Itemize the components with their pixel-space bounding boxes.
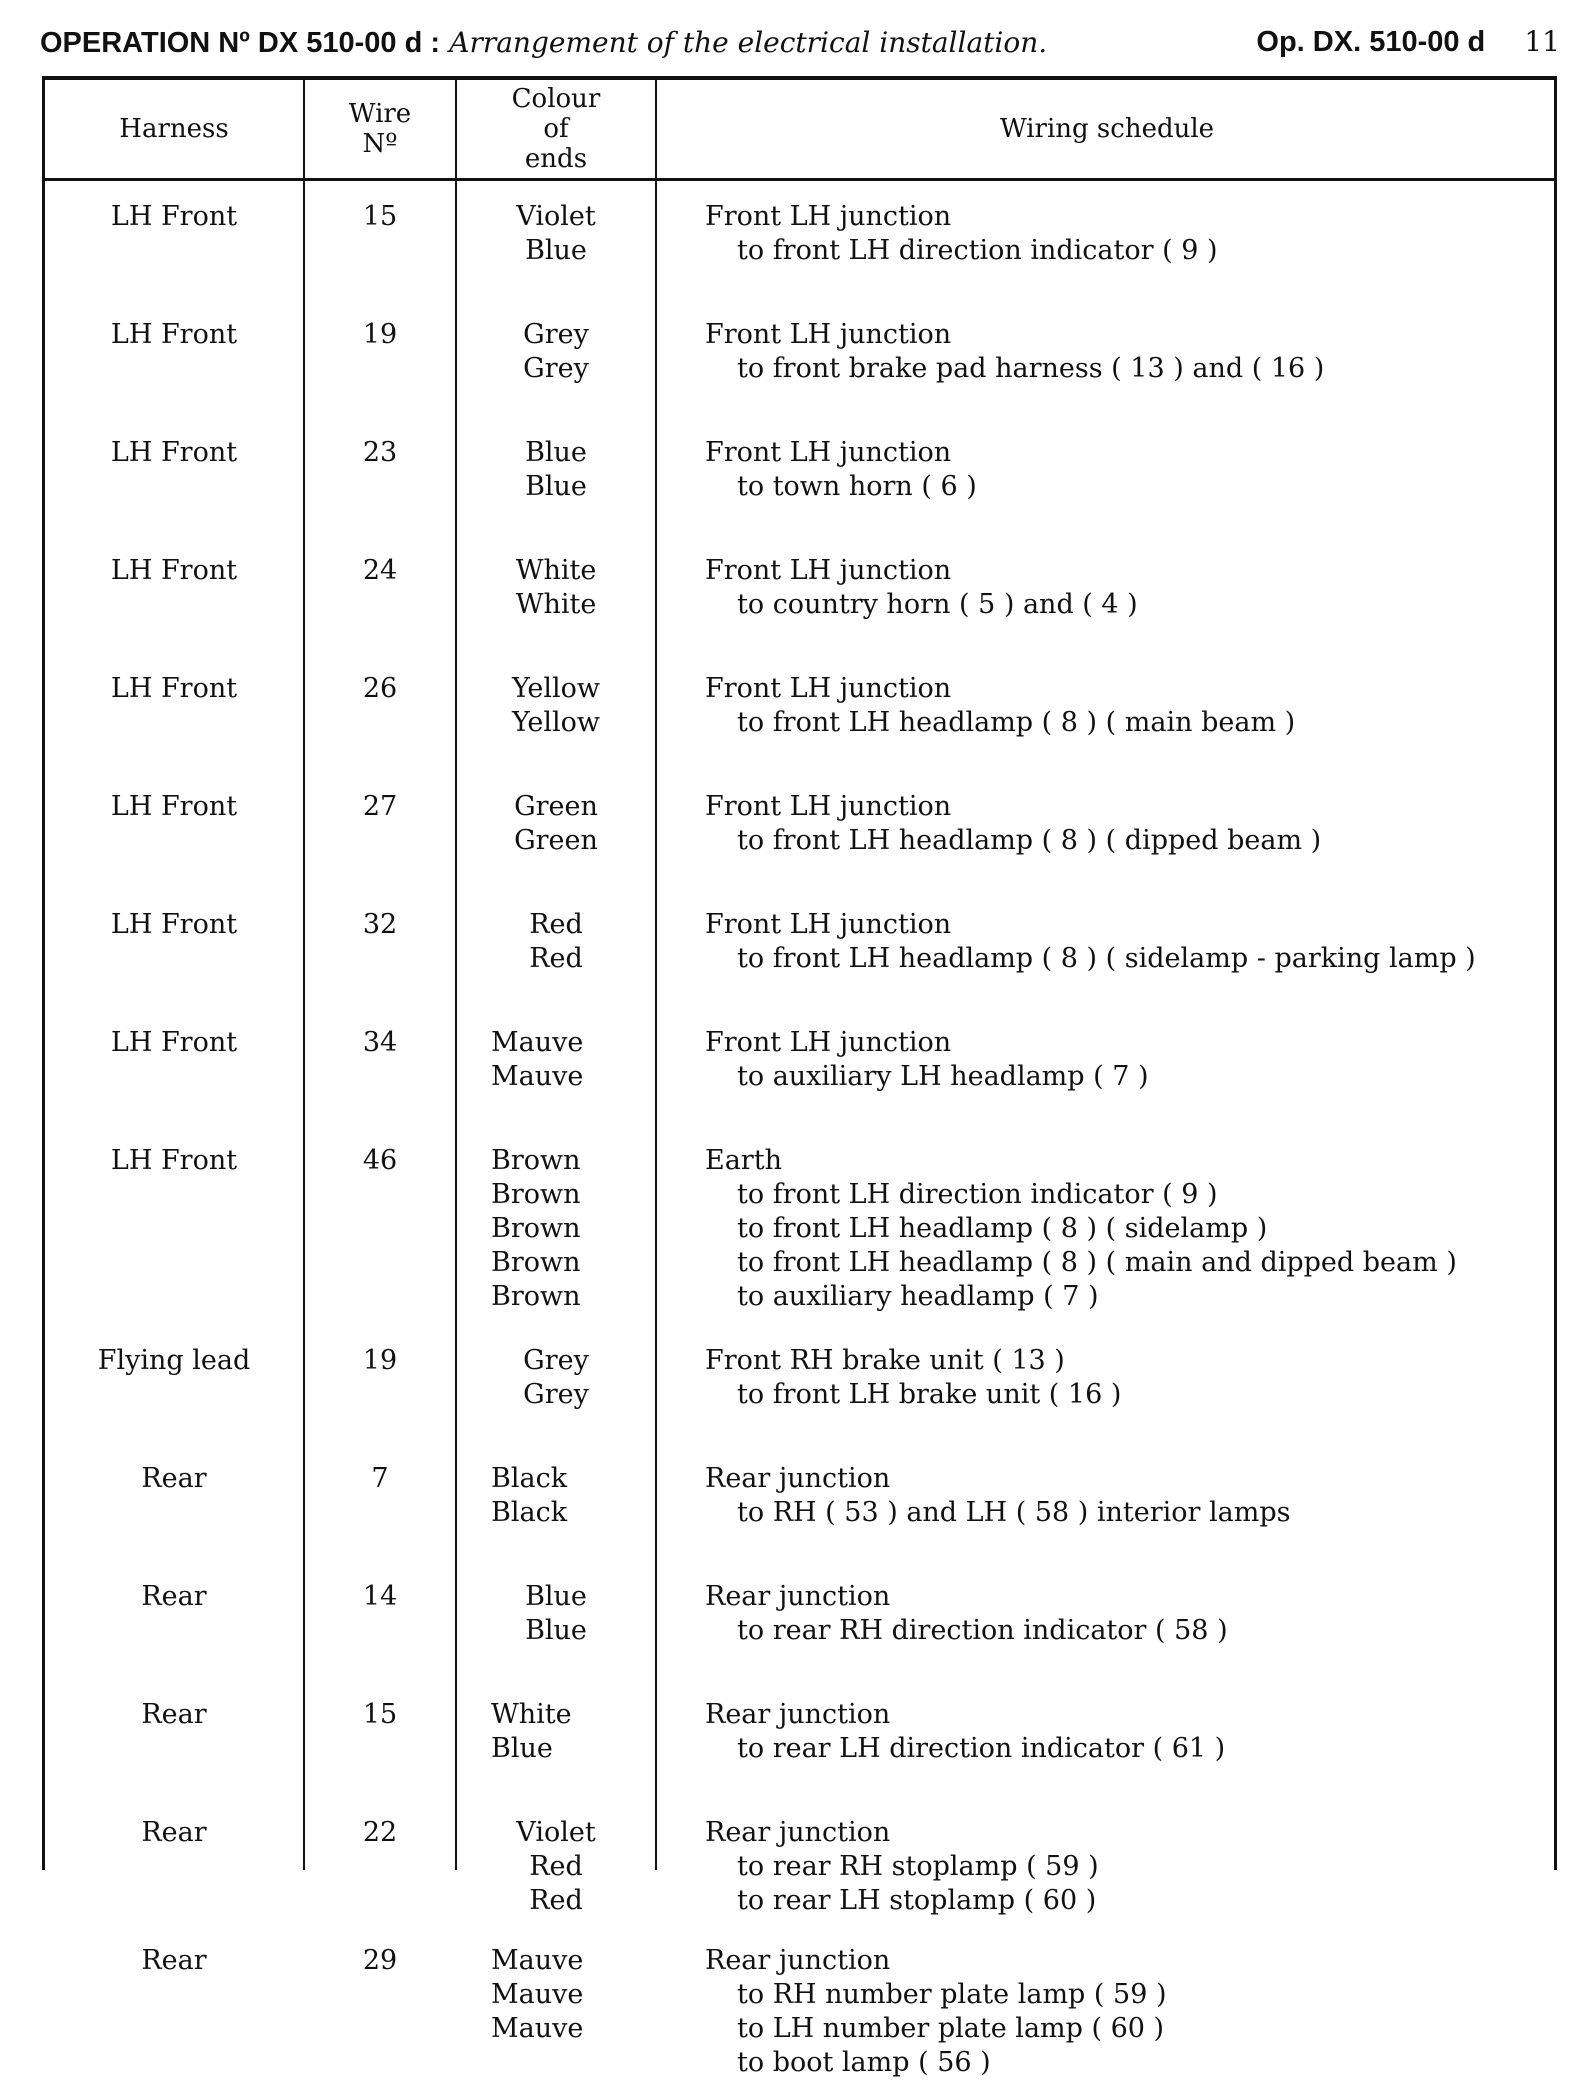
schedule-destination: to auxiliary headlamp ( 7 ): [737, 1281, 1099, 1312]
colour-value: Violet: [516, 201, 596, 232]
colour-value: Mauve: [491, 2013, 584, 2044]
colour-cell: [457, 672, 655, 740]
harness-cell: LH Front: [110, 909, 238, 940]
colour-cell: [457, 436, 655, 504]
colour-cell: [457, 1698, 655, 1766]
colour-cell: [457, 1144, 655, 1314]
table-row: [45, 1462, 1554, 1530]
schedule-cell: [705, 1344, 1545, 1412]
operation-title: Arrangement of the electrical installation.: [449, 26, 1048, 59]
wire-number-cell: 26: [362, 673, 398, 704]
page-header: [40, 22, 1560, 66]
header-wire: [305, 80, 455, 178]
schedule-origin: Earth: [705, 1145, 782, 1176]
wire-number-cell: 46: [362, 1145, 398, 1176]
schedule-cell: [705, 554, 1545, 622]
colour-value: White: [515, 589, 597, 620]
colour-cell: [457, 790, 655, 858]
schedule-cell: [705, 1944, 1545, 2080]
wire-number-cell: 23: [362, 437, 398, 468]
colour-cell: [457, 1580, 655, 1648]
page-number: 11: [1524, 25, 1560, 58]
schedule-destination: to front LH headlamp ( 8 ) ( sidelamp ): [737, 1213, 1268, 1244]
colour-value: Grey: [523, 1379, 589, 1410]
schedule-destination: to rear RH stoplamp ( 59 ): [737, 1851, 1099, 1882]
schedule-origin: Front LH junction: [705, 201, 952, 232]
header-rule: [45, 178, 1554, 181]
harness-cell: LH Front: [110, 1027, 238, 1058]
colour-value: Brown: [491, 1281, 581, 1312]
table-row: [45, 672, 1554, 740]
header-schedule-label: Wiring schedule: [999, 114, 1215, 144]
wire-number-cell: 34: [362, 1027, 398, 1058]
wire-number-cell: 15: [362, 201, 398, 232]
wire-number-cell: 15: [362, 1699, 398, 1730]
schedule-origin: Rear junction: [705, 1699, 891, 1730]
colour-cell: [457, 1344, 655, 1412]
schedule-destination: to rear LH direction indicator ( 61 ): [737, 1733, 1226, 1764]
wire-number-cell: 19: [362, 1345, 398, 1376]
colour-value: Violet: [516, 1817, 596, 1848]
colour-value: Green: [514, 791, 598, 822]
harness-cell: Rear: [141, 1699, 207, 1730]
schedule-cell: [705, 672, 1545, 740]
schedule-origin: Rear junction: [705, 1817, 891, 1848]
table-row: [45, 200, 1554, 268]
table-row: [45, 436, 1554, 504]
harness-cell: Rear: [141, 1463, 207, 1494]
table-row: [45, 908, 1554, 976]
harness-cell: LH Front: [110, 319, 238, 350]
colour-value: Blue: [525, 1615, 587, 1646]
harness-cell: LH Front: [110, 673, 238, 704]
harness-cell: LH Front: [110, 791, 238, 822]
schedule-destination: to town horn ( 6 ): [737, 471, 977, 502]
header-harness-label: Harness: [119, 114, 229, 144]
header-colour: [457, 80, 655, 178]
schedule-destination: to RH ( 53 ) and LH ( 58 ) interior lamps: [737, 1497, 1291, 1528]
colour-value: Blue: [525, 1581, 587, 1612]
header-wire-label: Wire: [348, 99, 412, 129]
schedule-origin: Front LH junction: [705, 437, 952, 468]
header-colour-label: ends: [524, 144, 588, 174]
schedule-origin: Front LH junction: [705, 555, 952, 586]
schedule-cell: [705, 1144, 1545, 1314]
schedule-destination: to rear LH stoplamp ( 60 ): [737, 1885, 1097, 1916]
schedule-destination: to front LH headlamp ( 8 ) ( main and dipped beam ): [737, 1247, 1457, 1278]
harness-cell: Flying lead: [97, 1345, 251, 1376]
wire-number-cell: 14: [362, 1581, 398, 1612]
schedule-cell: [705, 436, 1545, 504]
schedule-destination: to front LH brake unit ( 16 ): [737, 1379, 1122, 1410]
colour-value: Grey: [523, 1345, 589, 1376]
harness-cell: Rear: [141, 1817, 207, 1848]
wire-number-cell: 32: [362, 909, 398, 940]
schedule-destination: to front LH headlamp ( 8 ) ( main beam ): [737, 707, 1296, 738]
wire-number-cell: 7: [371, 1463, 389, 1494]
harness-cell: Rear: [141, 1945, 207, 1976]
schedule-destination: to rear RH direction indicator ( 58 ): [737, 1615, 1228, 1646]
harness-cell: LH Front: [110, 437, 238, 468]
wire-number-cell: 29: [362, 1945, 398, 1976]
operation-reference: Op. DX. 510-00 d: [1256, 26, 1486, 58]
schedule-cell: [705, 1698, 1545, 1766]
colour-cell: [457, 1462, 655, 1530]
colour-value: Black: [491, 1497, 568, 1528]
colour-cell: [457, 1944, 655, 2046]
schedule-origin: Rear junction: [705, 1463, 891, 1494]
schedule-destination: to boot lamp ( 56 ): [737, 2047, 991, 2078]
colour-cell: [457, 200, 655, 268]
colour-value: Blue: [525, 437, 587, 468]
harness-cell: LH Front: [110, 1145, 238, 1176]
colour-value: Red: [529, 1851, 583, 1882]
schedule-origin: Front LH junction: [705, 791, 952, 822]
schedule-destination: to front LH direction indicator ( 9 ): [737, 235, 1218, 266]
wire-number-cell: 19: [362, 319, 398, 350]
table-row: [45, 1944, 1554, 2080]
header-right: [1256, 22, 1560, 66]
schedule-destination: to LH number plate lamp ( 60 ): [737, 2013, 1165, 2044]
schedule-cell: [705, 200, 1545, 268]
table-row: [45, 1580, 1554, 1648]
schedule-destination: to front LH headlamp ( 8 ) ( dipped beam ): [737, 825, 1322, 856]
schedule-destination: to country horn ( 5 ) and ( 4 ): [737, 589, 1138, 620]
schedule-destination: to front LH headlamp ( 8 ) ( sidelamp - parking lamp ): [737, 943, 1476, 974]
colour-cell: [457, 318, 655, 386]
operation-number: OPERATION Nº DX 510-00 d :: [40, 27, 441, 59]
colour-value: Red: [529, 943, 583, 974]
harness-cell: LH Front: [110, 555, 238, 586]
colour-value: Brown: [491, 1179, 581, 1210]
table-row: [45, 1816, 1554, 1918]
wiring-table: [42, 76, 1557, 2078]
schedule-destination: to front LH direction indicator ( 9 ): [737, 1179, 1218, 1210]
header-colour-label: Colour: [511, 84, 601, 114]
colour-value: Brown: [491, 1213, 581, 1244]
schedule-cell: [705, 908, 1545, 976]
schedule-origin: Rear junction: [705, 1945, 891, 1976]
table-row: [45, 318, 1554, 386]
schedule-cell: [705, 1026, 1545, 1094]
table-row: [45, 1144, 1554, 1314]
header-colour-label: of: [543, 114, 569, 144]
schedule-destination: to auxiliary LH headlamp ( 7 ): [737, 1061, 1149, 1092]
colour-value: Blue: [525, 235, 587, 266]
colour-value: Blue: [491, 1733, 553, 1764]
schedule-cell: [705, 790, 1545, 858]
colour-cell: [457, 554, 655, 622]
header-schedule: [657, 80, 1557, 178]
wire-number-cell: 24: [362, 555, 398, 586]
colour-value: Mauve: [491, 1979, 584, 2010]
colour-cell: [457, 1026, 655, 1094]
colour-value: Blue: [525, 471, 587, 502]
colour-value: Mauve: [491, 1945, 584, 1976]
table-row: [45, 790, 1554, 858]
schedule-cell: [705, 318, 1545, 386]
colour-value: Yellow: [511, 673, 601, 704]
header-left: [40, 22, 1047, 63]
colour-cell: [457, 1816, 655, 1918]
wire-number-cell: 22: [362, 1817, 398, 1848]
schedule-destination: to front brake pad harness ( 13 ) and ( 16 ): [737, 353, 1325, 384]
colour-value: Yellow: [511, 707, 601, 738]
colour-value: Red: [529, 1885, 583, 1916]
schedule-origin: Front RH brake unit ( 13 ): [705, 1345, 1065, 1376]
colour-value: Brown: [491, 1145, 581, 1176]
colour-value: Grey: [523, 353, 589, 384]
schedule-cell: [705, 1816, 1545, 1918]
schedule-cell: [705, 1462, 1545, 1530]
colour-value: Mauve: [491, 1027, 584, 1058]
colour-value: White: [491, 1699, 572, 1730]
colour-value: Red: [529, 909, 583, 940]
schedule-cell: [705, 1580, 1545, 1648]
colour-value: Grey: [523, 319, 589, 350]
schedule-origin: Front LH junction: [705, 909, 952, 940]
colour-value: Black: [491, 1463, 568, 1494]
colour-value: Brown: [491, 1247, 581, 1278]
header-harness: [45, 80, 303, 178]
colour-cell: [457, 908, 655, 976]
schedule-origin: Rear junction: [705, 1581, 891, 1612]
header-wire-label: Nº: [362, 129, 398, 159]
colour-value: Mauve: [491, 1061, 584, 1092]
schedule-destination: to RH number plate lamp ( 59 ): [737, 1979, 1167, 2010]
schedule-origin: Front LH junction: [705, 673, 952, 704]
table-row: [45, 554, 1554, 622]
harness-cell: Rear: [141, 1581, 207, 1612]
table-row: [45, 1026, 1554, 1094]
colour-value: White: [515, 555, 597, 586]
wire-number-cell: 27: [362, 791, 398, 822]
schedule-origin: Front LH junction: [705, 1027, 952, 1058]
table-row: [45, 1344, 1554, 1412]
schedule-origin: Front LH junction: [705, 319, 952, 350]
colour-value: Green: [514, 825, 598, 856]
table-row: [45, 1698, 1554, 1766]
harness-cell: LH Front: [110, 201, 238, 232]
